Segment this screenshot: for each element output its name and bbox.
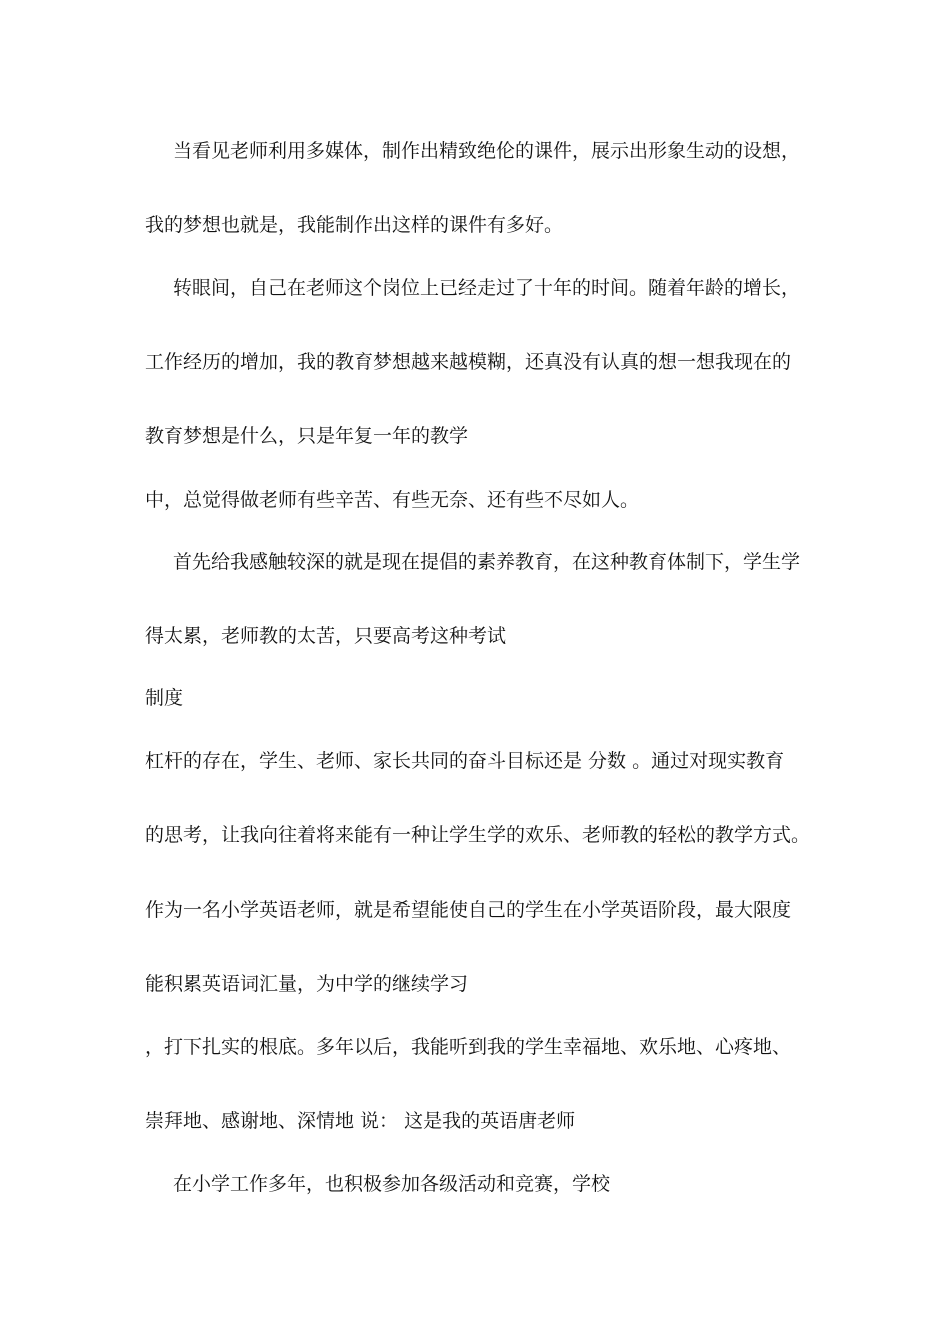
paragraph-1-line-2: 我的梦想也就是，我能制作出这样的课件有多好。	[145, 214, 564, 236]
paragraph-3-line-5: 的思考，让我向往着将来能有一种让学生学的欢乐、老师教的轻松的教学方式。	[145, 824, 811, 846]
paragraph-3-line-7: 能积累英语词汇量，为中学的继续学习	[145, 973, 469, 995]
paragraph-3-line-3: 制度	[145, 687, 184, 709]
paragraph-3-line-2: 得太累，老师教的太苦，只要高考这种考试	[145, 625, 507, 647]
paragraph-2-line-1: 转眼间，自己在老师这个岗位上已经走过了十年的时间。随着年龄的增长，	[173, 277, 801, 299]
paragraph-2-line-2: 工作经历的增加，我的教育梦想越来越模糊，还真没有认真的想一想我现在的	[145, 351, 792, 373]
paragraph-3-line-8: ，打下扎实的根底。多年以后，我能听到我的学生幸福地、欢乐地、心疼地、	[145, 1036, 792, 1058]
paragraph-3-line-9: 崇拜地、感谢地、深情地 说： 这是我的英语唐老师	[145, 1110, 576, 1132]
paragraph-1-line-1: 当看见老师利用多媒体，制作出精致绝伦的课件，展示出形象生动的设想，	[173, 140, 801, 162]
paragraph-2-line-4: 中，总觉得做老师有些辛苦、有些无奈、还有些不尽如人。	[145, 489, 640, 511]
paragraph-2-line-3: 教育梦想是什么，只是年复一年的教学	[145, 425, 469, 447]
paragraph-3-line-4: 杠杆的存在，学生、老师、家长共同的奋斗目标还是 分数 。通过对现实教育	[145, 750, 785, 772]
paragraph-4-line-1: 在小学工作多年，也积极参加各级活动和竞赛，学校	[173, 1173, 611, 1195]
paragraph-3-line-1: 首先给我感触较深的就是现在提倡的素养教育，在这种教育体制下，学生学	[173, 551, 801, 573]
paragraph-3-line-6: 作为一名小学英语老师，就是希望能使自己的学生在小学英语阶段，最大限度	[145, 899, 792, 921]
